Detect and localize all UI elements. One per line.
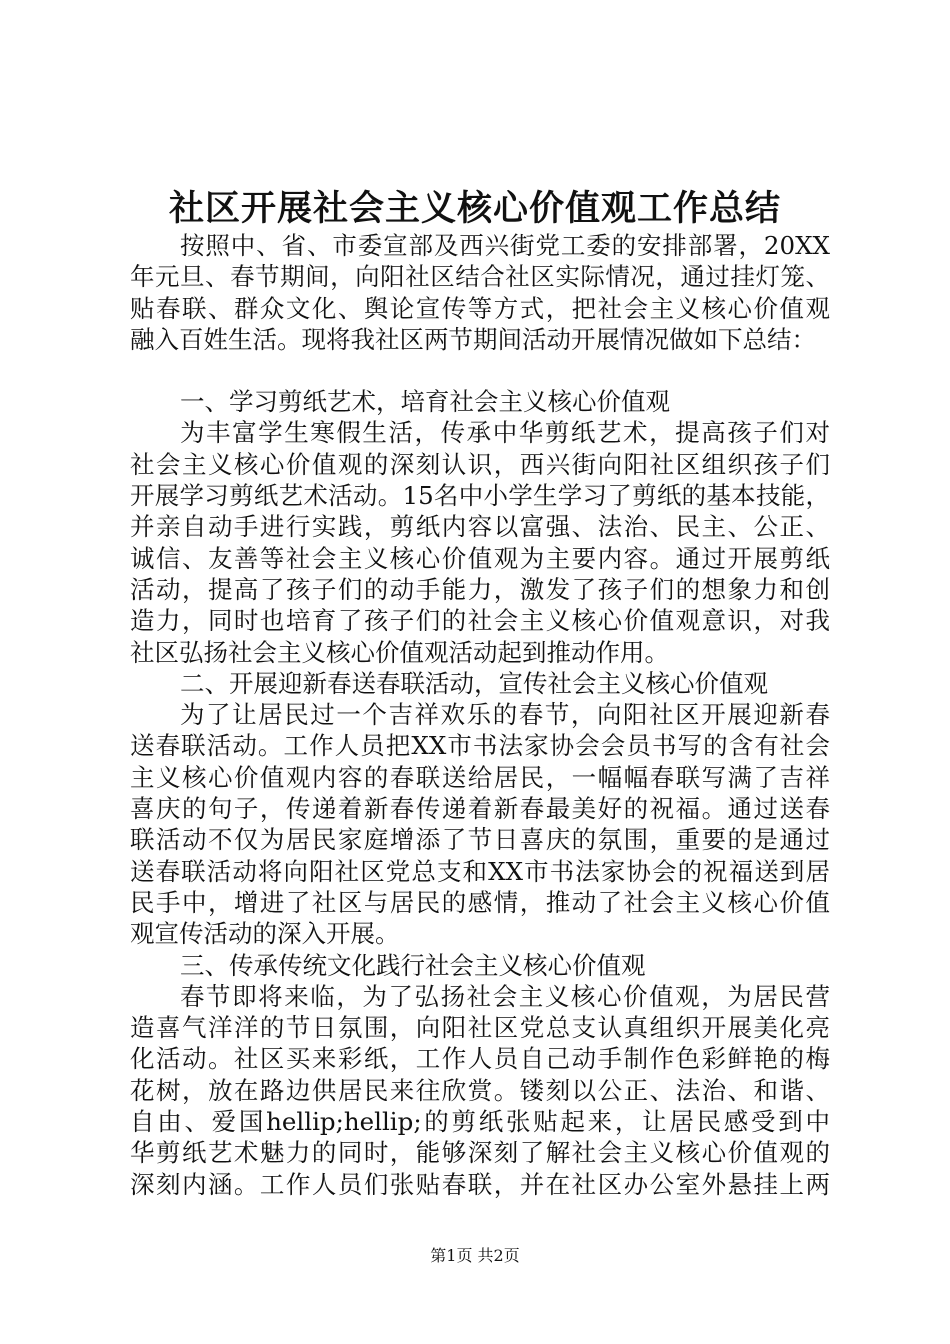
section-heading-3: 三、传承传统文化践行社会主义核心价值观 [180, 950, 646, 980]
section-1-line: 造力，同时也培育了孩子们的社会主义核心价值观意识，对我 [130, 606, 830, 636]
section-2-line: 观宣传活动的深入开展。 [130, 919, 400, 949]
section-1-line: 社会主义核心价值观的深刻认识，西兴街向阳社区组织孩子们 [130, 449, 830, 479]
section-1-line: 活动，提高了孩子们的动手能力，激发了孩子们的想象力和创 [130, 574, 830, 604]
section-1-line: 社区弘扬社会主义核心价值观活动起到推动作用。 [130, 637, 669, 667]
section-2-line: 送春联活动。工作人员把XX市书法家协会会员书写的含有社会 [130, 731, 830, 761]
section-2-line: 主义核心价值观内容的春联送给居民，一幅幅春联写满了吉祥 [130, 762, 830, 792]
section-3-line: 造喜气洋洋的节日氛围，向阳社区党总支认真组织开展美化亮 [130, 1013, 830, 1043]
section-3-line: 春节即将来临，为了弘扬社会主义核心价值观，为居民营 [180, 981, 830, 1011]
section-2-line: 为了让居民过一个吉祥欢乐的春节，向阳社区开展迎新春 [180, 700, 830, 730]
section-2-line: 喜庆的句子，传递着新春传递着新春最美好的祝福。通过送春 [130, 794, 830, 824]
section-heading-2: 二、开展迎新春送春联活动，宣传社会主义核心价值观 [180, 668, 768, 698]
section-3-line: 花树，放在路边供居民来往欣赏。镂刻以公正、法治、和谐、 [130, 1075, 830, 1105]
section-3-line: 华剪纸艺术魅力的同时，能够深刻了解社会主义核心价值观的 [130, 1138, 830, 1168]
intro-line: 贴春联、群众文化、舆论宣传等方式，把社会主义核心价值观 [130, 293, 830, 323]
section-2-line: 民手中，增进了社区与居民的感情，推动了社会主义核心价值 [130, 887, 830, 917]
section-1-line: 并亲自动手进行实践，剪纸内容以富强、法治、民主、公正、 [130, 512, 830, 542]
document-title: 社区开展社会主义核心价值观工作总结 [168, 188, 781, 229]
section-1-line: 为丰富学生寒假生活，传承中华剪纸艺术，提高孩子们对 [180, 418, 830, 448]
intro-line: 年元旦、春节期间，向阳社区结合社区实际情况，通过挂灯笼、 [130, 262, 830, 292]
section-2-line: 联活动不仅为居民家庭增添了节日喜庆的氛围，重要的是通过 [130, 825, 830, 855]
section-heading-1: 一、学习剪纸艺术，培育社会主义核心价值观 [180, 387, 670, 417]
page-number-footer: 第1页 共2页 [430, 1246, 520, 1265]
intro-line: 按照中、省、市委宣部及西兴街党工委的安排部署，20XX [180, 231, 830, 260]
section-1-line: 开展学习剪纸艺术活动。15名中小学生学习了剪纸的基本技能， [130, 481, 830, 511]
section-3-line: 自由、爱国hellip;hellip;的剪纸张贴起来，让居民感受到中 [130, 1107, 830, 1137]
intro-line: 融入百姓生活。现将我社区两节期间活动开展情况做如下总结： [130, 324, 816, 354]
section-3-line: 化活动。社区买来彩纸，工作人员自己动手制作色彩鲜艳的梅 [130, 1044, 830, 1074]
section-2-line: 送春联活动将向阳社区党总支和XX市书法家协会的祝福送到居 [130, 856, 830, 886]
section-1-line: 诚信、友善等社会主义核心价值观为主要内容。通过开展剪纸 [130, 543, 830, 573]
document-body [130, 230, 830, 1200]
section-3-line: 深刻内涵。工作人员们张贴春联，并在社区办公室外悬挂上两 [130, 1169, 830, 1199]
